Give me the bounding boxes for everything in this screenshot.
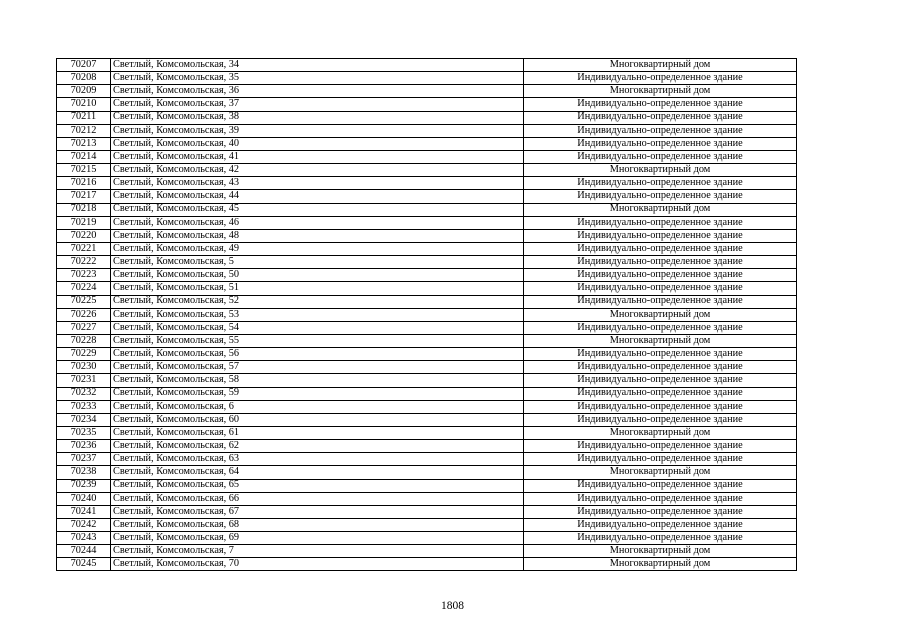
address-cell: Светлый, Комсомольская, 39 xyxy=(111,124,524,137)
building-type-cell: Индивидуально-определенное здание xyxy=(524,177,797,190)
table-row xyxy=(57,124,797,137)
address-cell: Светлый, Комсомольская, 52 xyxy=(111,295,524,308)
building-id-cell: 70243 xyxy=(57,532,111,545)
address-cell: Светлый, Комсомольская, 61 xyxy=(111,426,524,439)
building-type-cell: Индивидуально-определенное здание xyxy=(524,518,797,531)
table-row xyxy=(57,98,797,111)
building-id-cell: 70215 xyxy=(57,164,111,177)
building-type-cell: Индивидуально-определенное здание xyxy=(524,150,797,163)
address-cell: Светлый, Комсомольская, 67 xyxy=(111,505,524,518)
building-type-cell: Индивидуально-определенное здание xyxy=(524,282,797,295)
address-cell: Светлый, Комсомольская, 65 xyxy=(111,479,524,492)
building-type-cell: Индивидуально-определенное здание xyxy=(524,190,797,203)
table-row xyxy=(57,505,797,518)
building-id-cell: 70244 xyxy=(57,545,111,558)
table-row xyxy=(57,111,797,124)
address-cell: Светлый, Комсомольская, 58 xyxy=(111,374,524,387)
table-row xyxy=(57,242,797,255)
table-row xyxy=(57,256,797,269)
building-type-cell: Индивидуально-определенное здание xyxy=(524,137,797,150)
building-type-cell: Индивидуально-определенное здание xyxy=(524,111,797,124)
building-id-cell: 70230 xyxy=(57,361,111,374)
table-row xyxy=(57,72,797,85)
table-row xyxy=(57,518,797,531)
building-type-cell: Многоквартирный дом xyxy=(524,308,797,321)
building-id-cell: 70228 xyxy=(57,334,111,347)
building-id-cell: 70235 xyxy=(57,426,111,439)
table-row xyxy=(57,85,797,98)
address-cell: Светлый, Комсомольская, 46 xyxy=(111,216,524,229)
building-id-cell: 70222 xyxy=(57,256,111,269)
address-cell: Светлый, Комсомольская, 59 xyxy=(111,387,524,400)
building-id-cell: 70225 xyxy=(57,295,111,308)
address-cell: Светлый, Комсомольская, 66 xyxy=(111,492,524,505)
building-id-cell: 70219 xyxy=(57,216,111,229)
building-id-cell: 70216 xyxy=(57,177,111,190)
table-row xyxy=(57,532,797,545)
building-type-cell: Индивидуально-определенное здание xyxy=(524,413,797,426)
address-cell: Светлый, Комсомольская, 38 xyxy=(111,111,524,124)
address-cell: Светлый, Комсомольская, 43 xyxy=(111,177,524,190)
building-type-cell: Индивидуально-определенное здание xyxy=(524,492,797,505)
address-cell: Светлый, Комсомольская, 49 xyxy=(111,242,524,255)
table-row xyxy=(57,466,797,479)
address-cell: Светлый, Комсомольская, 64 xyxy=(111,466,524,479)
address-cell: Светлый, Комсомольская, 44 xyxy=(111,190,524,203)
address-cell: Светлый, Комсомольская, 68 xyxy=(111,518,524,531)
address-cell: Светлый, Комсомольская, 7 xyxy=(111,545,524,558)
table-row xyxy=(57,177,797,190)
building-type-cell: Индивидуально-определенное здание xyxy=(524,242,797,255)
table-row xyxy=(57,440,797,453)
building-id-cell: 70224 xyxy=(57,282,111,295)
building-type-cell: Индивидуально-определенное здание xyxy=(524,361,797,374)
building-id-cell: 70238 xyxy=(57,466,111,479)
building-type-cell: Многоквартирный дом xyxy=(524,545,797,558)
building-type-cell: Многоквартирный дом xyxy=(524,558,797,571)
building-type-cell: Многоквартирный дом xyxy=(524,334,797,347)
building-id-cell: 70233 xyxy=(57,400,111,413)
building-id-cell: 70229 xyxy=(57,348,111,361)
building-id-cell: 70223 xyxy=(57,269,111,282)
address-cell: Светлый, Комсомольская, 34 xyxy=(111,59,524,72)
building-registry-table xyxy=(56,58,797,571)
building-id-cell: 70237 xyxy=(57,453,111,466)
table-row xyxy=(57,321,797,334)
table-row xyxy=(57,190,797,203)
address-cell: Светлый, Комсомольская, 56 xyxy=(111,348,524,361)
address-cell: Светлый, Комсомольская, 6 xyxy=(111,400,524,413)
building-type-cell: Индивидуально-определенное здание xyxy=(524,532,797,545)
address-cell: Светлый, Комсомольская, 57 xyxy=(111,361,524,374)
building-type-cell: Индивидуально-определенное здание xyxy=(524,505,797,518)
building-id-cell: 70221 xyxy=(57,242,111,255)
building-type-cell: Индивидуально-определенное здание xyxy=(524,387,797,400)
building-type-cell: Многоквартирный дом xyxy=(524,203,797,216)
building-id-cell: 70240 xyxy=(57,492,111,505)
table-row xyxy=(57,348,797,361)
building-type-cell: Индивидуально-определенное здание xyxy=(524,321,797,334)
table-row xyxy=(57,59,797,72)
building-id-cell: 70241 xyxy=(57,505,111,518)
building-type-cell: Индивидуально-определенное здание xyxy=(524,124,797,137)
table-row xyxy=(57,492,797,505)
building-id-cell: 70212 xyxy=(57,124,111,137)
address-cell: Светлый, Комсомольская, 35 xyxy=(111,72,524,85)
building-id-cell: 70207 xyxy=(57,59,111,72)
building-id-cell: 70227 xyxy=(57,321,111,334)
table-row xyxy=(57,216,797,229)
address-cell: Светлый, Комсомольская, 50 xyxy=(111,269,524,282)
address-cell: Светлый, Комсомольская, 54 xyxy=(111,321,524,334)
address-cell: Светлый, Комсомольская, 45 xyxy=(111,203,524,216)
table-row xyxy=(57,164,797,177)
address-cell: Светлый, Комсомольская, 42 xyxy=(111,164,524,177)
address-cell: Светлый, Комсомольская, 40 xyxy=(111,137,524,150)
building-id-cell: 70209 xyxy=(57,85,111,98)
table-row xyxy=(57,426,797,439)
building-type-cell: Индивидуально-определенное здание xyxy=(524,98,797,111)
building-type-cell: Многоквартирный дом xyxy=(524,466,797,479)
address-cell: Светлый, Комсомольская, 5 xyxy=(111,256,524,269)
address-cell: Светлый, Комсомольская, 55 xyxy=(111,334,524,347)
address-cell: Светлый, Комсомольская, 62 xyxy=(111,440,524,453)
building-id-cell: 70214 xyxy=(57,150,111,163)
table-row xyxy=(57,413,797,426)
building-type-cell: Индивидуально-определенное здание xyxy=(524,374,797,387)
table-row xyxy=(57,545,797,558)
table-row xyxy=(57,400,797,413)
building-id-cell: 70220 xyxy=(57,229,111,242)
table-row xyxy=(57,361,797,374)
registry-table-body xyxy=(57,59,797,571)
building-id-cell: 70236 xyxy=(57,440,111,453)
building-type-cell: Индивидуально-определенное здание xyxy=(524,72,797,85)
table-row xyxy=(57,334,797,347)
building-type-cell: Индивидуально-определенное здание xyxy=(524,216,797,229)
address-cell: Светлый, Комсомольская, 36 xyxy=(111,85,524,98)
table-row xyxy=(57,203,797,216)
building-type-cell: Индивидуально-определенное здание xyxy=(524,440,797,453)
table-row xyxy=(57,387,797,400)
building-id-cell: 70211 xyxy=(57,111,111,124)
table-row xyxy=(57,295,797,308)
table-row xyxy=(57,453,797,466)
building-id-cell: 70226 xyxy=(57,308,111,321)
address-cell: Светлый, Комсомольская, 60 xyxy=(111,413,524,426)
building-type-cell: Индивидуально-определенное здание xyxy=(524,348,797,361)
building-id-cell: 70234 xyxy=(57,413,111,426)
address-cell: Светлый, Комсомольская, 37 xyxy=(111,98,524,111)
building-type-cell: Индивидуально-определенное здание xyxy=(524,400,797,413)
building-type-cell: Индивидуально-определенное здание xyxy=(524,453,797,466)
building-id-cell: 70217 xyxy=(57,190,111,203)
address-cell: Светлый, Комсомольская, 41 xyxy=(111,150,524,163)
building-id-cell: 70245 xyxy=(57,558,111,571)
building-type-cell: Многоквартирный дом xyxy=(524,164,797,177)
table-row xyxy=(57,269,797,282)
building-id-cell: 70210 xyxy=(57,98,111,111)
table-row xyxy=(57,558,797,571)
table-row xyxy=(57,282,797,295)
building-id-cell: 70208 xyxy=(57,72,111,85)
table-row xyxy=(57,479,797,492)
table-row xyxy=(57,150,797,163)
building-id-cell: 70242 xyxy=(57,518,111,531)
building-id-cell: 70213 xyxy=(57,137,111,150)
address-cell: Светлый, Комсомольская, 70 xyxy=(111,558,524,571)
table-row xyxy=(57,308,797,321)
table-row xyxy=(57,137,797,150)
address-cell: Светлый, Комсомольская, 63 xyxy=(111,453,524,466)
building-id-cell: 70232 xyxy=(57,387,111,400)
address-cell: Светлый, Комсомольская, 48 xyxy=(111,229,524,242)
building-type-cell: Многоквартирный дом xyxy=(524,426,797,439)
building-id-cell: 70239 xyxy=(57,479,111,492)
building-id-cell: 70231 xyxy=(57,374,111,387)
address-cell: Светлый, Комсомольская, 51 xyxy=(111,282,524,295)
building-type-cell: Индивидуально-определенное здание xyxy=(524,229,797,242)
building-id-cell: 70218 xyxy=(57,203,111,216)
table-row xyxy=(57,229,797,242)
building-type-cell: Многоквартирный дом xyxy=(524,59,797,72)
page-number: 1808 xyxy=(441,600,464,612)
building-type-cell: Индивидуально-определенное здание xyxy=(524,256,797,269)
building-type-cell: Многоквартирный дом xyxy=(524,85,797,98)
table-row xyxy=(57,374,797,387)
building-type-cell: Индивидуально-определенное здание xyxy=(524,479,797,492)
address-cell: Светлый, Комсомольская, 69 xyxy=(111,532,524,545)
building-type-cell: Индивидуально-определенное здание xyxy=(524,295,797,308)
building-type-cell: Индивидуально-определенное здание xyxy=(524,269,797,282)
address-cell: Светлый, Комсомольская, 53 xyxy=(111,308,524,321)
